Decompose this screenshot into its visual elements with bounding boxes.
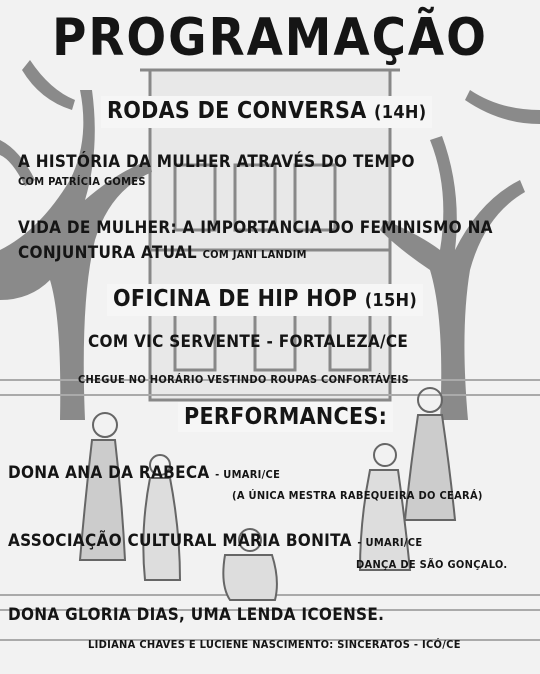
rodas-item2-line2-text: CONJUNTURA ATUAL bbox=[18, 243, 197, 263]
performance-2-name: ASSOCIAÇÃO CULTURAL MARIA BONITA bbox=[8, 531, 352, 551]
performance-4: LIDIANA CHAVES E LUCIENE NASCIMENTO: SINCERATOS - ICÓ/CE bbox=[88, 638, 461, 651]
performances-heading: PERFORMANCES: bbox=[178, 402, 393, 432]
rodas-item1-guest: COM PATRÍCIA GOMES bbox=[18, 175, 146, 188]
rodas-item2-line1: VIDA DE MULHER: A IMPORTANCIA DO FEMINISMO NA bbox=[18, 218, 493, 238]
performance-2 bbox=[8, 530, 422, 554]
performance-1-desc: (A ÚNICA MESTRA RABEQUEIRA DO CEARÁ) bbox=[232, 489, 483, 502]
oficina-note: CHEGUE NO HORÁRIO VESTINDO ROUPAS CONFORTÁVEIS bbox=[78, 373, 409, 386]
performance-3: DONA GLORIA DIAS, UMA LENDA ICOENSE. bbox=[8, 605, 385, 625]
page-title: PROGRAMAÇÃO bbox=[52, 8, 488, 68]
oficina-guest: COM VIC SERVENTE - FORTALEZA/CE bbox=[88, 332, 409, 352]
performance-2-desc: DANÇA DE SÃO GONÇALO. bbox=[356, 558, 508, 571]
rodas-heading bbox=[101, 96, 432, 128]
oficina-heading-label: OFICINA DE HIP HOP bbox=[113, 286, 358, 312]
performance-2-place: - UMARI/CE bbox=[357, 536, 423, 549]
oficina-time: (15H) bbox=[364, 290, 418, 311]
performance-1 bbox=[8, 462, 280, 486]
performance-1-place: - UMARI/CE bbox=[215, 468, 281, 481]
rodas-item1-title: A HISTÓRIA DA MULHER ATRAVÉS DO TEMPO bbox=[18, 152, 415, 172]
rodas-time: (14H) bbox=[374, 102, 427, 123]
performance-1-name: DONA ANA DA RABECA bbox=[8, 463, 210, 483]
rodas-item2-line2 bbox=[18, 242, 307, 266]
rodas-heading-label: RODAS DE CONVERSA bbox=[107, 98, 367, 124]
rodas-item2-guest: COM JANI LANDIM bbox=[202, 248, 307, 261]
oficina-heading bbox=[107, 284, 423, 316]
